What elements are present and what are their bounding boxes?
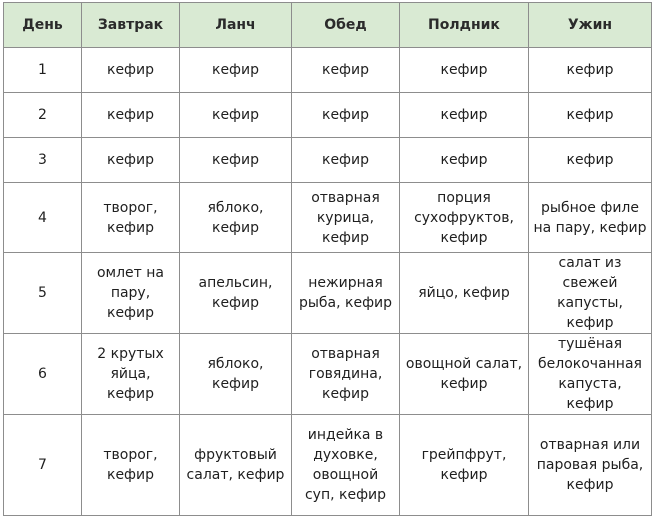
day-cell: 1 [4, 48, 82, 93]
snack-cell: кефир [400, 138, 529, 183]
table-row [4, 415, 652, 516]
breakfast-cell: кефир [82, 93, 180, 138]
snack-cell: кефир [400, 93, 529, 138]
table-row [4, 48, 652, 93]
breakfast-cell: 2 крутых яйца, кефир [82, 334, 180, 415]
header-breakfast: Завтрак [82, 3, 180, 48]
breakfast-cell: творог, кефир [82, 183, 180, 253]
lunch-cell: фруктовый салат, кефир [180, 415, 292, 516]
day-cell: 2 [4, 93, 82, 138]
table-row [4, 138, 652, 183]
lunch-cell: яблоко, кефир [180, 334, 292, 415]
breakfast-cell: кефир [82, 48, 180, 93]
day-cell: 7 [4, 415, 82, 516]
table-row [4, 334, 652, 415]
lunch-cell: апельсин, кефир [180, 253, 292, 334]
supper-cell: кефир [529, 138, 652, 183]
day-cell: 3 [4, 138, 82, 183]
snack-cell: кефир [400, 48, 529, 93]
header-lunch: Ланч [180, 3, 292, 48]
header-snack: Полдник [400, 3, 529, 48]
breakfast-cell: творог, кефир [82, 415, 180, 516]
lunch-cell: кефир [180, 93, 292, 138]
supper-cell: тушёная белокочанная капуста, кефир [529, 334, 652, 415]
header-dinner: Обед [292, 3, 400, 48]
dinner-cell: кефир [292, 48, 400, 93]
snack-cell: овощной салат, кефир [400, 334, 529, 415]
dinner-cell: кефир [292, 93, 400, 138]
lunch-cell: кефир [180, 138, 292, 183]
day-cell: 4 [4, 183, 82, 253]
header-row [4, 3, 652, 48]
snack-cell: порция сухофруктов, кефир [400, 183, 529, 253]
header-day: День [4, 3, 82, 48]
dinner-cell: кефир [292, 138, 400, 183]
snack-cell: яйцо, кефир [400, 253, 529, 334]
dinner-cell: индейка в духовке, овощной суп, кефир [292, 415, 400, 516]
day-cell: 6 [4, 334, 82, 415]
supper-cell: отварная или паровая рыба, кефир [529, 415, 652, 516]
supper-cell: салат из свежей капусты, кефир [529, 253, 652, 334]
table-row [4, 183, 652, 253]
supper-cell: кефир [529, 48, 652, 93]
day-cell: 5 [4, 253, 82, 334]
header-supper: Ужин [529, 3, 652, 48]
meal-plan-table [3, 2, 652, 516]
supper-cell: рыбное филе на пару, кефир [529, 183, 652, 253]
table-row [4, 93, 652, 138]
dinner-cell: отварная говядина, кефир [292, 334, 400, 415]
snack-cell: грейпфрут, кефир [400, 415, 529, 516]
dinner-cell: отварная курица, кефир [292, 183, 400, 253]
table-row [4, 253, 652, 334]
supper-cell: кефир [529, 93, 652, 138]
breakfast-cell: кефир [82, 138, 180, 183]
lunch-cell: яблоко, кефир [180, 183, 292, 253]
dinner-cell: нежирная рыба, кефир [292, 253, 400, 334]
lunch-cell: кефир [180, 48, 292, 93]
breakfast-cell: омлет на пару, кефир [82, 253, 180, 334]
